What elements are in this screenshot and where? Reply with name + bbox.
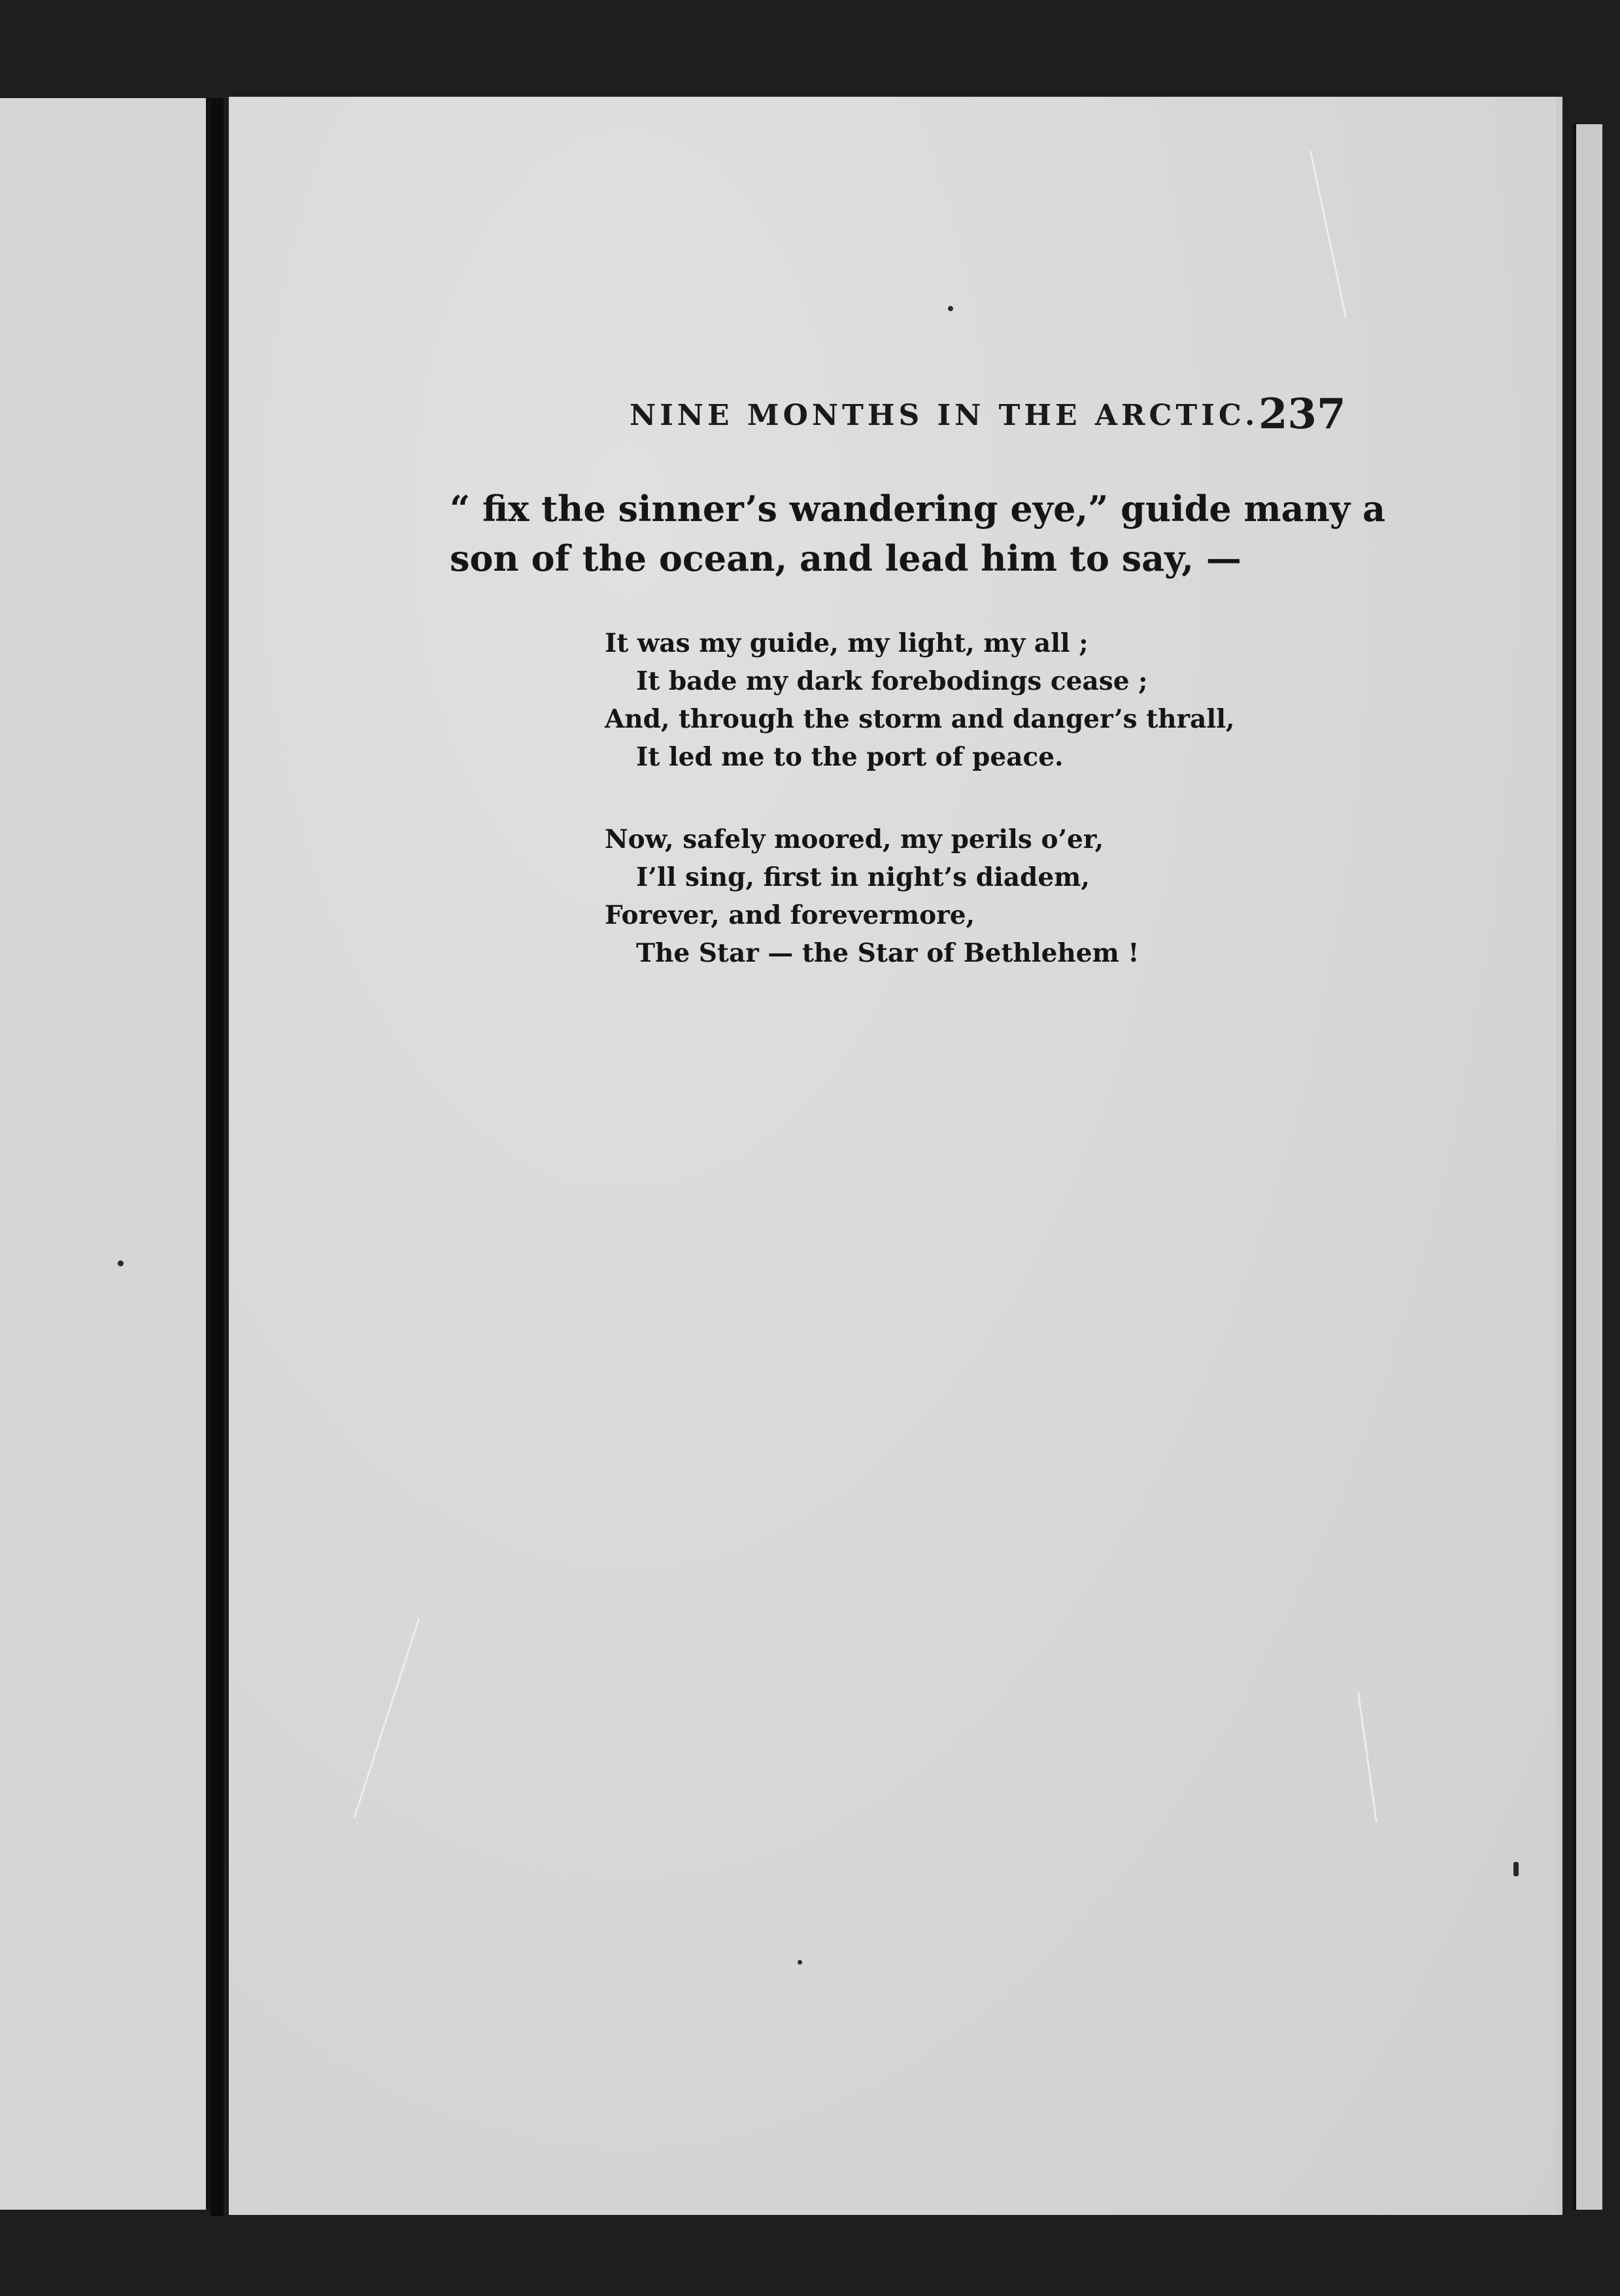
scan-scratch [1357, 1693, 1377, 1822]
prose-line: son of the ocean, and lead him to say, — [450, 537, 1241, 579]
ink-speck [118, 1260, 124, 1266]
page-gutter [211, 98, 224, 2216]
running-title: NINE MONTHS IN THE ARCTIC. [630, 399, 1259, 432]
verse-line: Now, safely moored, my perils o’er, [605, 824, 1104, 854]
poem-stanza-1 [605, 624, 1235, 776]
ink-speck [948, 306, 953, 311]
scan-scratch [1309, 151, 1347, 318]
verse-line: It led me to the port of peace. [636, 742, 1064, 772]
verse-line: Forever, and forevermore, [605, 900, 975, 930]
right-page-edge [1572, 124, 1602, 2210]
verse-line: The Star — the Star of Bethlehem ! [636, 938, 1139, 968]
verse-line: And, through the storm and danger’s thrall, [605, 704, 1235, 734]
verse-line: It was my guide, my light, my all ; [605, 628, 1088, 658]
prose-paragraph [450, 484, 1386, 583]
facing-page-edge [0, 98, 210, 2210]
prose-line: “ fix the sinner’s wandering eye,” guide many a [450, 488, 1386, 530]
scan-scratch [354, 1618, 420, 1817]
verse-line: I’ll sing, first in night’s diadem, [636, 862, 1090, 892]
page-number: 237 [1258, 390, 1346, 439]
verse-line: It bade my dark forebodings cease ; [636, 666, 1148, 696]
ink-speck [798, 1960, 802, 1965]
poem-stanza-2 [605, 820, 1139, 972]
ink-speck [1513, 1862, 1519, 1876]
